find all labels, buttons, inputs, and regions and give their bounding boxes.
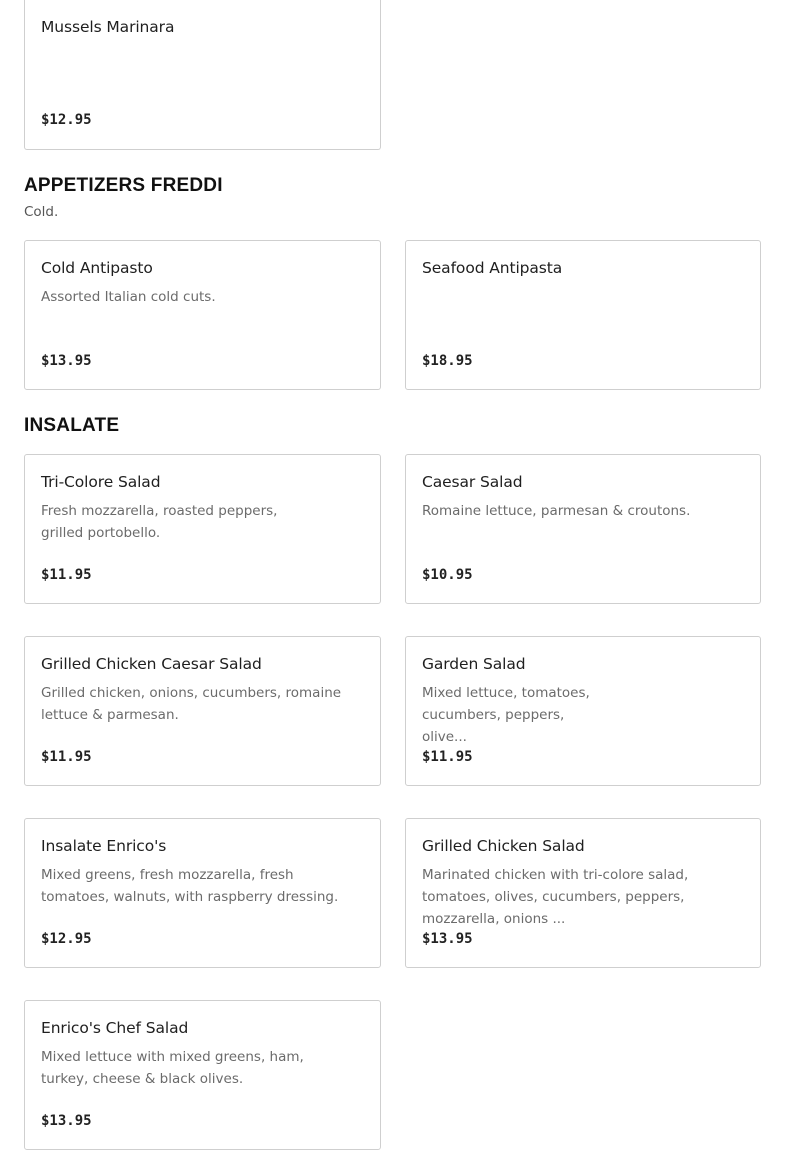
menu-item-card[interactable] — [405, 818, 761, 968]
menu-item-name: Grilled Chicken Salad — [422, 837, 585, 855]
menu-item-description: Romaine lettuce, parmesan & croutons. — [422, 503, 691, 519]
menu-item-card[interactable] — [24, 454, 381, 604]
menu-item-price: $18.95 — [422, 353, 473, 369]
menu-item-price: $10.95 — [422, 567, 473, 583]
menu-item-price: $11.95 — [422, 749, 473, 765]
menu-item-price: $13.95 — [41, 353, 92, 369]
menu-item-price: $13.95 — [41, 1113, 92, 1129]
menu-item-card[interactable] — [24, 636, 381, 786]
section-subtitle: Cold. — [24, 204, 59, 220]
menu-item-description: Fresh mozzarella, roasted peppers, grilled portobello. — [41, 503, 278, 541]
menu-item-card[interactable] — [405, 240, 761, 390]
menu-item-description: Grilled chicken, onions, cucumbers, romaine lettuce & parmesan. — [41, 685, 342, 723]
menu-item-name: Seafood Antipasta — [422, 259, 563, 277]
menu-item-name: Enrico's Chef Salad — [41, 1019, 189, 1037]
menu-item-name: Insalate Enrico's — [41, 837, 167, 855]
menu-item-price: $11.95 — [41, 567, 92, 583]
menu-item-card[interactable] — [405, 454, 761, 604]
menu-item-card[interactable] — [24, 240, 381, 390]
menu-item-name: Grilled Chicken Caesar Salad — [41, 655, 262, 673]
menu-item-description: Mixed lettuce with mixed greens, ham, turkey, cheese & black olives. — [41, 1049, 304, 1087]
section-title-insalate: INSALATE — [24, 415, 120, 436]
menu-item-card[interactable] — [24, 818, 381, 968]
menu-item-description: Mixed greens, fresh mozzarella, fresh tomatoes, walnuts, with raspberry dressing. — [41, 867, 339, 905]
menu-item-description: Mixed lettuce, tomatoes, cucumbers, peppers, olive... — [422, 685, 590, 745]
menu-item-card[interactable] — [24, 1000, 381, 1150]
menu-item-price: $13.95 — [422, 931, 473, 947]
menu-item-price: $11.95 — [41, 749, 92, 765]
menu-item-card[interactable] — [405, 636, 761, 786]
section-title-appetizers-freddi: APPETIZERS FREDDI — [24, 175, 223, 196]
menu-item-card[interactable] — [24, 0, 381, 150]
menu-item-description: Assorted Italian cold cuts. — [41, 289, 216, 305]
menu-item-name: Tri-Colore Salad — [41, 473, 161, 491]
menu-item-price: $12.95 — [41, 931, 92, 947]
menu-item-name: Garden Salad — [422, 655, 526, 673]
menu-item-description: Marinated chicken with tri-colore salad, tomatoes, olives, cucumbers, peppers, mozzarella, onions ... — [422, 867, 689, 927]
menu-item-price: $12.95 — [41, 112, 92, 128]
menu-item-name: Caesar Salad — [422, 473, 523, 491]
menu-item-name: Cold Antipasto — [41, 259, 153, 277]
menu-item-name: Mussels Marinara — [41, 18, 175, 36]
